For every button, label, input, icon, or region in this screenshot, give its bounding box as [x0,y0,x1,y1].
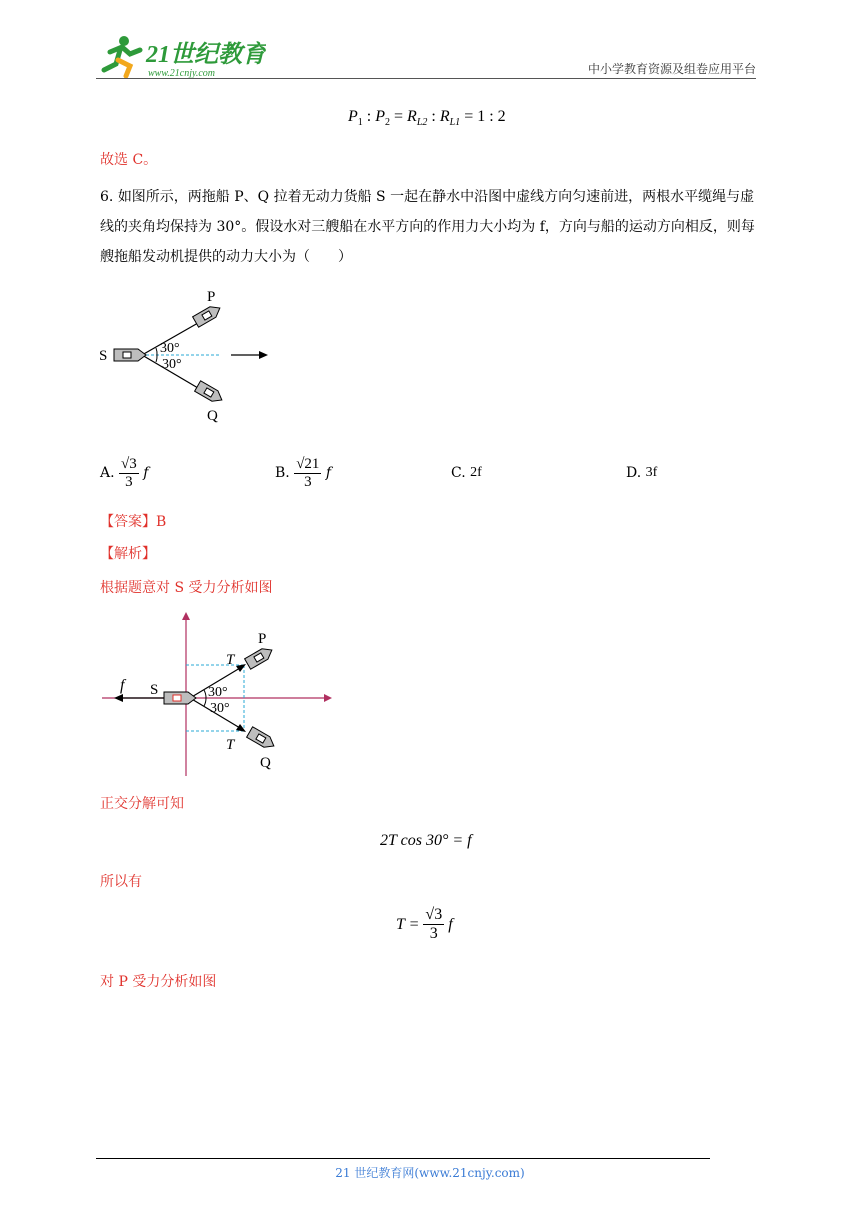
ortho-decomposition: 正交分解可知 [100,796,184,812]
ship-s-icon [114,349,146,361]
option-a-fraction: $\frac{√3}{3}$ [121,455,137,490]
label-p: P [207,289,216,305]
angle-lower: 30° [210,701,230,716]
option-d-value: 3f [645,465,658,480]
question-6 [100,182,760,272]
option-b-fraction: $\frac{√21}{3}$ [296,455,320,490]
footer-site[interactable]: 21 世纪教育网(www.21cnjy.com) [335,1166,525,1180]
label-s: S [99,348,108,364]
angle-upper: 30° [208,685,228,700]
choose-c: 故选 C。 [100,152,158,168]
option-b-var: f [325,465,332,481]
site-name: 中小学教育资源及组卷应用平台 [587,62,756,76]
option-d [626,448,657,498]
option-a [100,448,148,498]
answer: 【答案】B [100,514,167,530]
tug-q-icon [195,381,225,405]
tug-q-icon [247,727,277,751]
tug-p-icon [245,645,275,669]
option-c-letter: C. [451,465,466,481]
equation-2-fraction: $\frac{√3}{3}$ [425,906,443,942]
question-number: 6. [100,189,114,205]
option-b-letter: B. [275,465,290,481]
equation-2 [396,906,453,943]
option-d-letter: D. [626,465,642,481]
label-p: P [258,631,267,647]
label-s: S [150,682,159,698]
analysis-intro: 根据题意对 S 受力分析如图 [100,580,273,596]
logo-url: www.21cnjy.com [148,68,216,79]
label-q: Q [260,755,271,771]
angle-lower: 30° [162,357,182,372]
label-f: f [120,677,125,694]
option-b [275,448,331,498]
tugboat-figure [96,288,286,428]
equation-1 [380,832,472,850]
header-divider [96,78,756,79]
option-c-value: 2f [470,465,482,480]
label-t-lower: T [226,737,235,753]
angle-upper: 30° [160,341,180,356]
footer-divider [96,1158,710,1159]
label-t-upper: T [226,652,235,668]
option-a-var: f [143,465,149,481]
equation-2-lhs: T = [396,915,420,933]
power-ratio-formula: $P_1$ : $P_2 = R_{L2}$ : $R_{L1} = 1$ : 2 [348,108,506,129]
analysis-title: 【解析】 [100,546,156,562]
label-q: Q [207,408,218,424]
option-c [451,448,482,498]
ship-s-icon [164,692,196,704]
logo-text: 21世纪教育 [146,42,266,68]
p-analysis: 对 P 受力分析如图 [100,974,217,990]
tug-p-icon [193,303,223,327]
force-diagram-s [96,608,336,780]
equation-2-var: f [448,915,453,933]
runner-logo-icon [104,36,140,76]
site-logo [96,32,266,82]
equation-1-text: 2T cos 30° = f [380,832,472,849]
so-text: 所以有 [100,874,142,890]
question-text: 如图所示，两拖船 P、Q 拉着无动力货船 S 一起在静水中沿图中虚线方向匀速前进，两根水平缆绳与虚线的夹角均保持为 30°。假设水对三艘船在水平方向的作用力大小均为 f，方向与船的运动方向相反，则每艘拖船发动机提供的动力大小为（ ） [100,189,755,265]
option-a-letter: A. [100,465,115,481]
